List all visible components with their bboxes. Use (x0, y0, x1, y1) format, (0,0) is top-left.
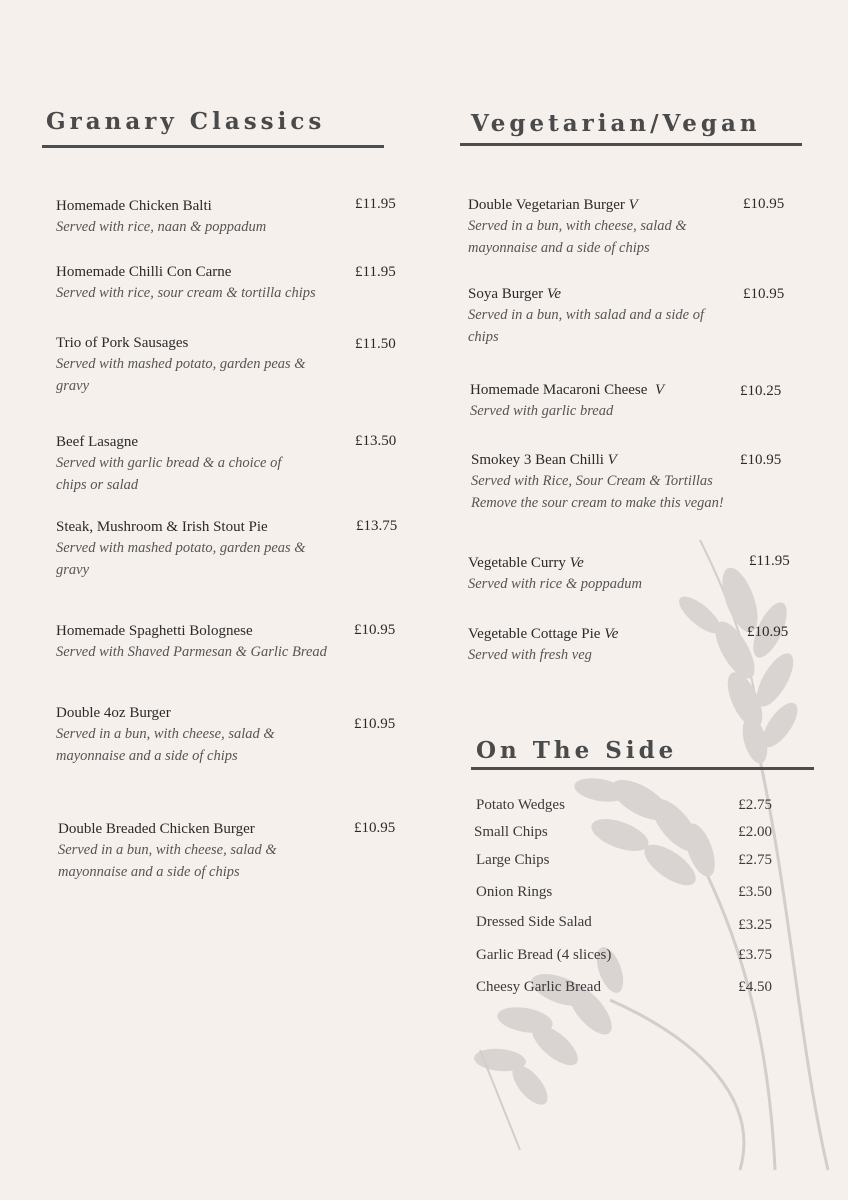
item-description: Served with Shaved Parmesan & Garlic Bread (56, 644, 327, 660)
item-name: Vegetable Curry Ve (468, 555, 584, 571)
item-description: Served with rice, naan & poppadum (56, 219, 267, 235)
diet-tag: Ve (604, 626, 619, 642)
section-title-sides: On The Side (476, 737, 678, 764)
item-name: Double 4oz Burger (56, 705, 171, 721)
item-description: Served in a bun, with cheese, salad & mayonnaise and a side of chips (468, 218, 687, 256)
item-price: £11.50 (355, 336, 396, 352)
diet-tag: Ve (546, 286, 562, 302)
item-description: Served with fresh veg (468, 647, 592, 663)
item-price: £10.95 (743, 196, 785, 212)
item-price: £10.95 (743, 286, 785, 302)
side-price: £3.50 (738, 884, 772, 900)
item-description: Served with rice, sour cream & tortilla chips (56, 285, 316, 301)
menu-item (56, 703, 326, 767)
item-name: Double Breaded Chicken Burger (58, 821, 255, 837)
side-name: Garlic Bread (4 slices) (476, 947, 612, 963)
item-description: Served with garlic bread (470, 403, 614, 419)
item-price: £11.95 (355, 264, 396, 280)
item-name: Vegetable Cottage Pie Ve (468, 626, 619, 642)
item-name: Homemade Chilli Con Carne (56, 264, 232, 280)
item-price: £11.95 (355, 196, 396, 212)
menu-item (58, 819, 328, 883)
menu-item (56, 621, 356, 663)
side-item (476, 914, 796, 931)
item-note: Remove the sour cream to make this vegan! (471, 495, 724, 511)
diet-tag: Ve (569, 555, 584, 571)
menu-item (470, 380, 735, 422)
side-price: £4.50 (738, 979, 772, 995)
side-price: £2.75 (738, 797, 772, 813)
diet-tag: V (628, 197, 638, 213)
side-item (476, 979, 796, 996)
item-description: Served in a bun, with cheese, salad & mayonnaise and a side of chips (56, 726, 275, 764)
item-description: Served with mashed potato, garden peas & gravy (56, 356, 306, 394)
vegetarian-divider (460, 143, 802, 146)
item-price: £10.95 (747, 624, 789, 640)
item-description: Served in a bun, with cheese, salad & mayonnaise and a side of chips (58, 842, 277, 880)
classics-divider (42, 145, 384, 148)
menu-item (471, 450, 761, 514)
side-name: Small Chips (474, 824, 548, 840)
menu-item (468, 624, 733, 666)
item-description: Served with Rice, Sour Cream & Tortillas (471, 473, 713, 489)
menu-item (468, 553, 733, 595)
menu-item (56, 432, 306, 496)
menu-item (56, 517, 341, 581)
item-name: Homemade Macaroni Cheese V (470, 382, 665, 398)
item-description: Served with mashed potato, garden peas & gravy (56, 540, 306, 578)
item-description: Served with garlic bread & a choice of chips or salad (56, 455, 282, 493)
menu-item (468, 284, 733, 348)
side-item (476, 947, 796, 964)
side-name: Potato Wedges (476, 797, 565, 813)
item-name: Beef Lasagne (56, 434, 139, 450)
item-price: £10.95 (354, 820, 396, 836)
item-price: £10.95 (354, 716, 396, 732)
menu-item (56, 333, 336, 397)
item-price: £13.75 (356, 518, 398, 534)
item-name: Smokey 3 Bean Chilli V (471, 452, 617, 468)
item-price: £10.25 (740, 383, 782, 399)
side-item (476, 884, 796, 901)
item-description: Served with rice & poppadum (468, 576, 642, 592)
sides-divider (471, 767, 814, 770)
side-price: £2.75 (738, 852, 772, 868)
section-title-classics: Granary Classics (46, 108, 326, 135)
diet-tag: V (607, 452, 617, 468)
side-price: £3.75 (738, 947, 772, 963)
item-name: Double Vegetarian Burger V (468, 197, 638, 213)
menu-item (56, 262, 346, 304)
side-name: Cheesy Garlic Bread (476, 979, 601, 995)
item-price: £11.95 (749, 553, 790, 569)
item-name: Trio of Pork Sausages (56, 335, 189, 351)
item-name: Soya Burger Ve (468, 286, 562, 302)
diet-tag: V (654, 382, 665, 398)
item-description: Served in a bun, with salad and a side of chips (468, 307, 705, 345)
side-name: Dressed Side Salad (476, 914, 592, 930)
side-item (476, 852, 796, 869)
side-item (474, 824, 794, 841)
item-name: Homemade Chicken Balti (56, 198, 212, 214)
item-name: Homemade Spaghetti Bolognese (56, 623, 253, 639)
item-name: Steak, Mushroom & Irish Stout Pie (56, 519, 268, 535)
side-item (476, 797, 796, 814)
item-price: £10.95 (740, 452, 782, 468)
side-price: £2.00 (738, 824, 772, 840)
menu-item (56, 196, 346, 238)
side-price: £3.25 (738, 917, 772, 933)
section-title-vegetarian: Vegetarian/Vegan (471, 110, 761, 137)
side-name: Onion Rings (476, 884, 553, 900)
side-name: Large Chips (476, 852, 550, 868)
item-price: £13.50 (355, 433, 397, 449)
menu-item (468, 195, 733, 259)
item-price: £10.95 (354, 622, 396, 638)
